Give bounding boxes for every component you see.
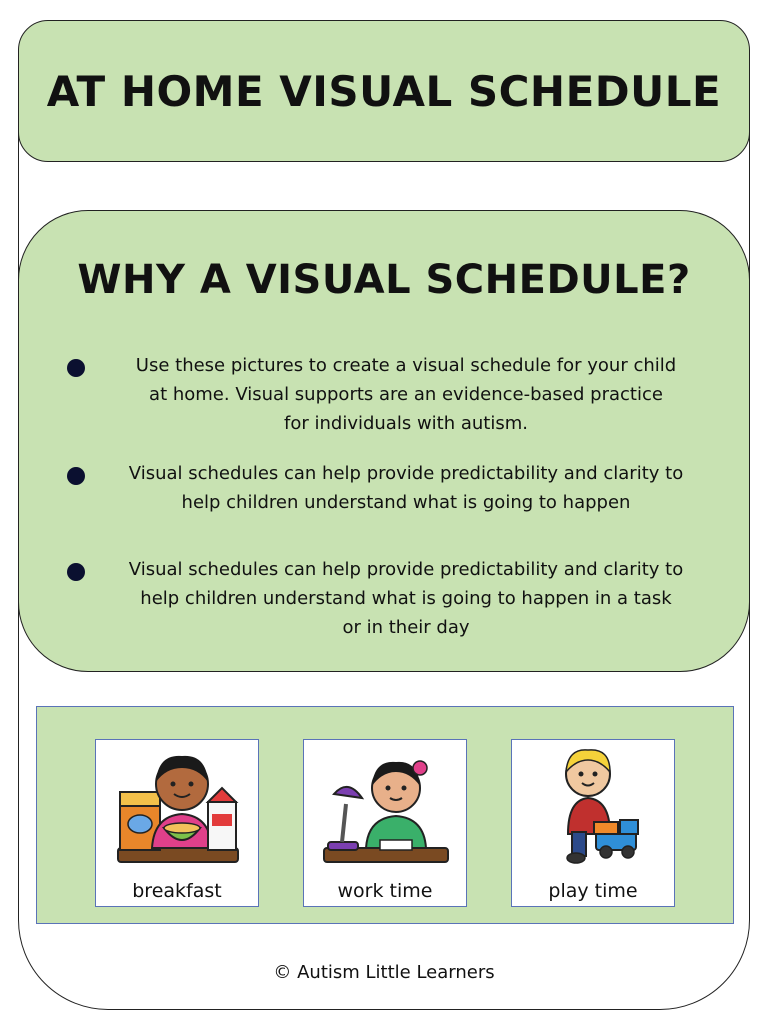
copyright-footer: © Autism Little Learners [273,962,495,983]
work-time-child-icon [316,744,456,872]
bullet-item [67,459,727,517]
bullet-text: Visual schedules can help provide predictability and clarity to help children understand what is going to happen [128,463,684,513]
title-banner [18,20,750,162]
schedule-card-play-time[interactable] [511,739,675,907]
bullet-dot-icon [67,359,85,377]
schedule-card-work-time[interactable] [303,739,467,907]
bullet-item [67,555,727,642]
bullet-dot-icon [67,467,85,485]
bullet-text: Visual schedules can help provide predictability and clarity to help children understand what is going to happen in a task or in their day [128,559,684,638]
schedule-cards-strip [36,706,734,924]
card-label: work time [337,880,433,902]
why-panel [18,210,750,672]
breakfast-child-icon [108,744,248,872]
page-title: AT HOME VISUAL SCHEDULE [46,66,722,116]
schedule-card-breakfast[interactable] [95,739,259,907]
bullet-text: Use these pictures to create a visual schedule for your child at home. Visual supports are an evidence-based practice for individuals with autism. [135,355,677,434]
bullet-item [67,351,727,438]
card-label: play time [548,880,638,902]
card-label: breakfast [132,880,222,902]
play-time-child-icon [524,744,664,872]
bullet-dot-icon [67,563,85,581]
why-heading: WHY A VISUAL SCHEDULE? [77,257,691,303]
